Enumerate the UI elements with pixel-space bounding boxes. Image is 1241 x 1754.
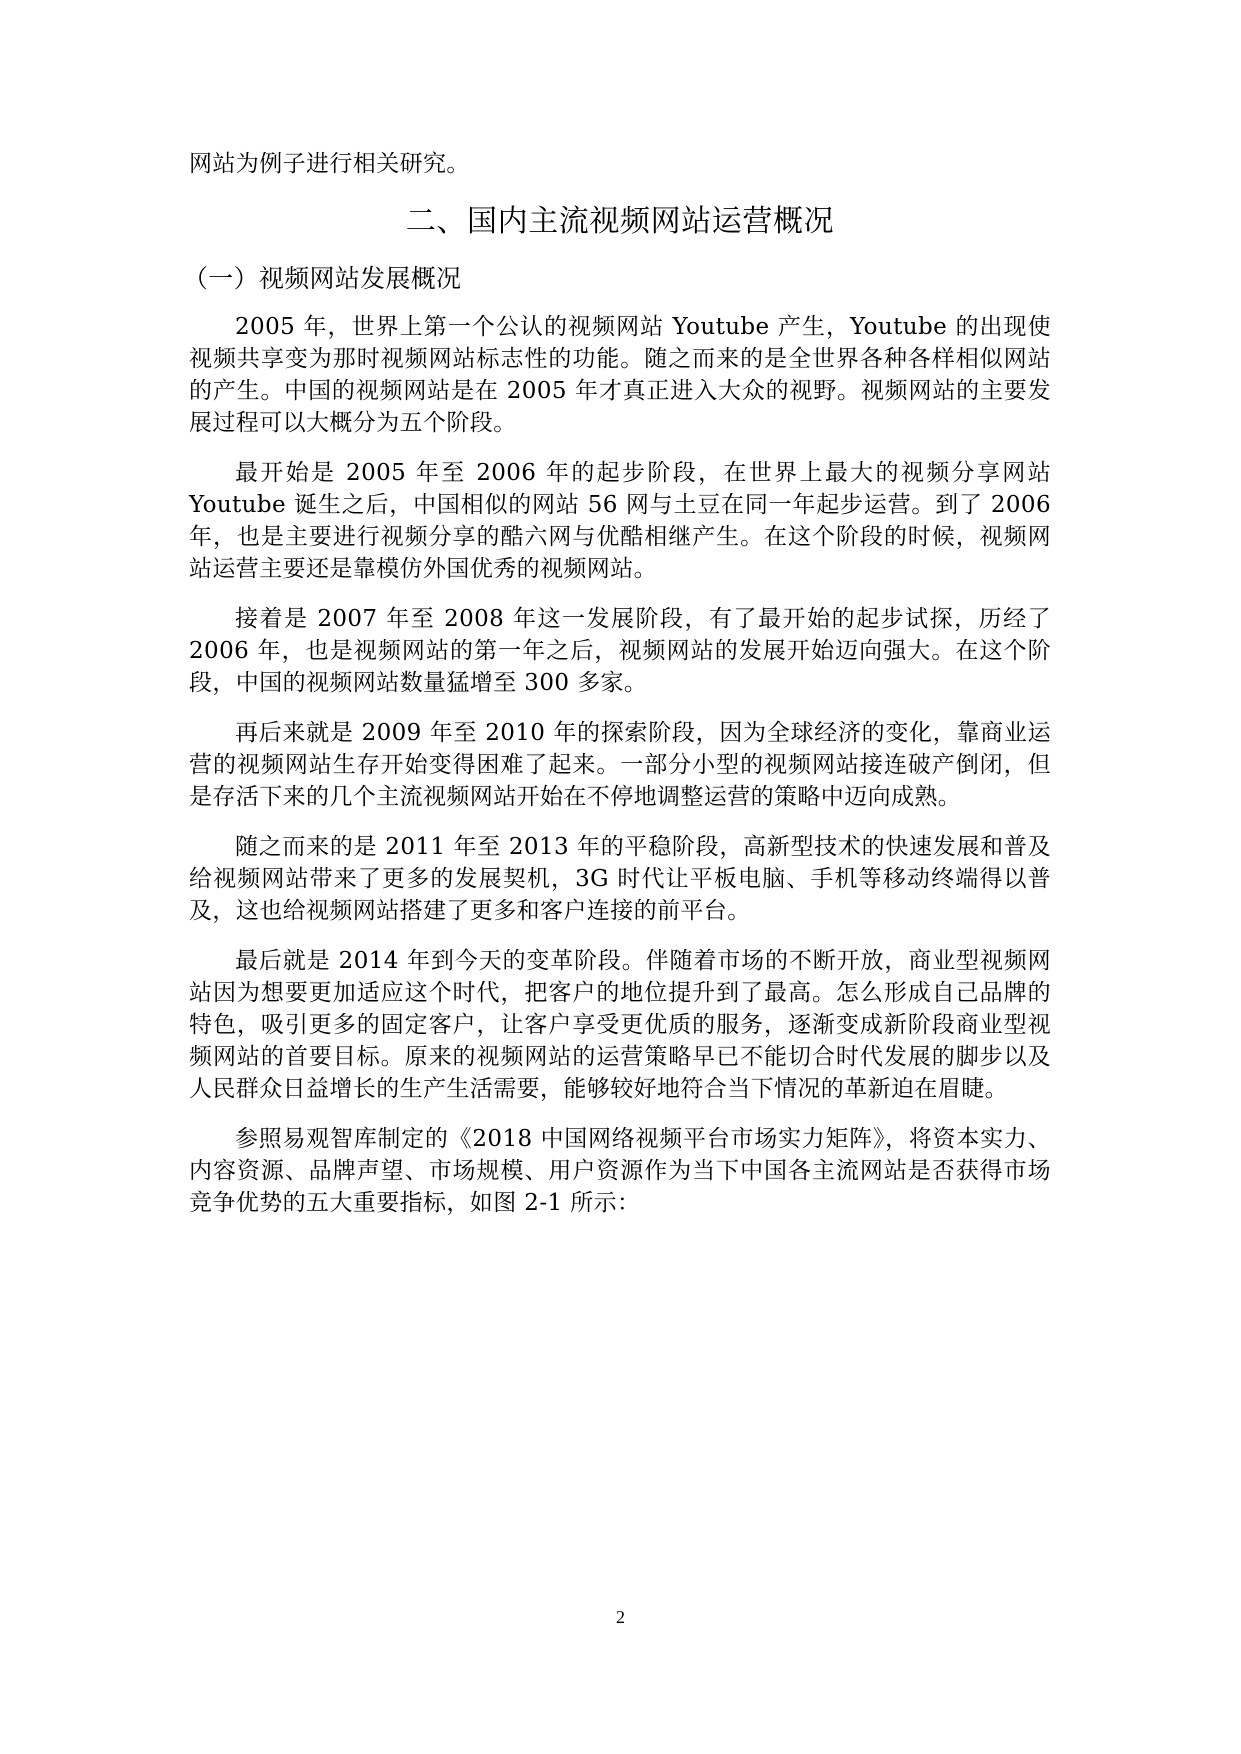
paragraph-indicators: 参照易观智库制定的《2018 中国网络视频平台市场实力矩阵》，将资本实力、内容资源、品牌声望、市场规模、用户资源作为当下中国各主流网站是否获得市场竞争优势的五大重要指标，如图 2-1 所示： — [189, 1126, 1051, 1216]
paragraph-intro: 2005 年，世界上第一个公认的视频网站 Youtube 产生，Youtube 的出现使视频共享变为那时视频网站标志性的功能。随之而来的是全世界各种各样相似网站的产生。中国的视频网站是在 2005 年才真正进入大众的视野。视频网站的主要发展过程可以大概分为五个阶段。 — [189, 314, 1051, 436]
paragraph-stage-reform: 最后就是 2014 年到今天的变革阶段。伴随着市场的不断开放，商业型视频网站因为想要更加适应这个时代，把客户的地位提升到了最高。怎么形成自己品牌的特色，吸引更多的固定客户，让客户享受更优质的服务，逐渐变成新阶段商业型视频网站的首要目标。原来的视频网站的运营策略早已不能切合时代发展的脚步以及人民群众日益增长的生产生活需要，能够较好地符合当下情况的革新迫在眉睫。 — [189, 948, 1051, 1102]
subsection-title: （一）视频网站发展概况 — [183, 264, 462, 293]
paragraph-stage-growth: 接着是 2007 年至 2008 年这一发展阶段，有了最开始的起步试探，历经了 2006 年，也是视频网站的第一年之后，视频网站的发展开始迈向强大。在这个阶段，中国的视频网站数量猛增至 300 多家。 — [189, 606, 1051, 696]
continued-paragraph: 网站为例子进行相关研究。 — [189, 151, 470, 177]
paragraph-stage-start: 最开始是 2005 年至 2006 年的起步阶段，在世界上最大的视频分享网站 Youtube 诞生之后，中国相似的网站 56 网与土豆在同一年起步运营。到了 2006 年，也是主要进行视频分享的酷六网与优酷相继产生。在这个阶段的时候，视频网站运营主要还是靠模仿外国优秀的视频网站。 — [189, 460, 1051, 582]
paragraph-stage-stable: 随之而来的是 2011 年至 2013 年的平稳阶段，高新型技术的快速发展和普及给视频网站带来了更多的发展契机，3G 时代让平板电脑、手机等移动终端得以普及，这也给视频网站搭建了更多和客户连接的前平台。 — [189, 834, 1051, 924]
paragraph-stage-explore: 再后来就是 2009 年至 2010 年的探索阶段，因为全球经济的变化，靠商业运营的视频网站生存开始变得困难了起来。一部分小型的视频网站接连破产倒闭，但是存活下来的几个主流视频网站开始在不停地调整运营的策略中迈向成熟。 — [189, 720, 1051, 810]
page-number: 2 — [616, 1607, 625, 1627]
section-title: 二、国内主流视频网站运营概况 — [405, 204, 835, 239]
page-body — [183, 148, 1051, 1219]
